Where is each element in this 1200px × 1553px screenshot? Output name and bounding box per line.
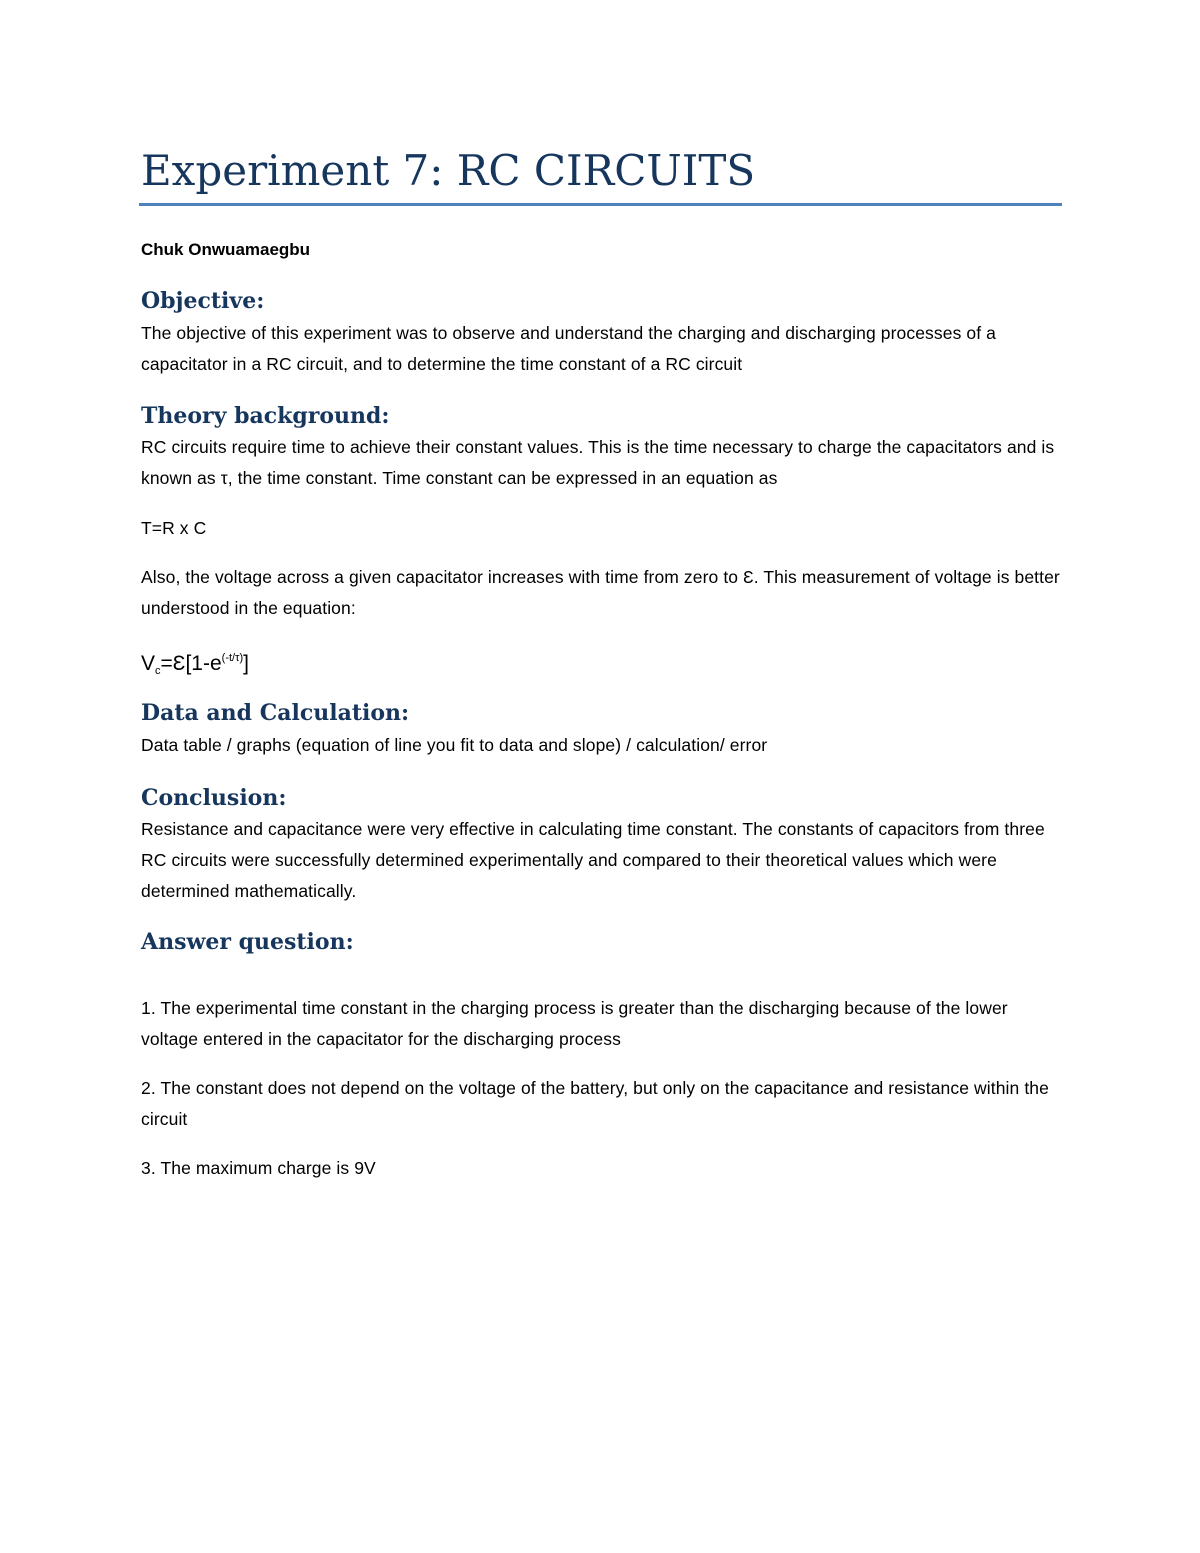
theory-text-2: Also, the voltage across a given capacitator increases with time from zero to Ɛ. This measurement of voltage is better understood in the equation: [141, 567, 1060, 618]
answer-item [141, 1073, 1066, 1135]
equation-exponent: (-t/τ) [221, 652, 244, 664]
answer-number: 2. [141, 1078, 156, 1098]
answers-heading: Answer question: [141, 929, 354, 955]
answer-number: 1. [141, 998, 156, 1018]
conclusion-text: Resistance and capacitance were very effective in calculating time constant. The constants of capacitors from three RC circuits were successfully determined experimentally and compared to their theoretical values which were determined mathematically. [141, 819, 1045, 901]
equation-rhs-end: ] [243, 652, 249, 675]
time-constant-equation: T=R x C [141, 518, 207, 538]
conclusion-heading: Conclusion: [141, 785, 287, 811]
objective-text: The objective of this experiment was to observe and understand the charging and discharging processes of a capacitator in a RC circuit, and to determine the time constant of a RC circuit [141, 323, 996, 374]
theory-text: RC circuits require time to achieve their constant values. This is the time necessary to charge the capacitators and is known as τ, the time constant. Time constant can be expressed in an equation as [141, 437, 1055, 488]
answer-item [141, 993, 1066, 1055]
voltage-subscript: c [155, 665, 161, 677]
data-text: Data table / graphs (equation of line you fit to data and slope) / calculation/ error [141, 735, 768, 755]
answer-text: The experimental time constant in the charging process is greater than the discharging because of the lower voltage entered in the capacitator for the discharging process [141, 998, 1008, 1049]
answer-number: 3. [141, 1158, 156, 1178]
objective-heading: Objective: [141, 288, 265, 314]
voltage-symbol: V [141, 652, 156, 675]
document-title: Experiment 7: RC CIRCUITS [141, 146, 756, 195]
answer-item [141, 1153, 1066, 1184]
equation-rhs-start: =Ɛ[1-e [160, 652, 222, 675]
theory-heading: Theory background: [141, 403, 390, 429]
voltage-equation [141, 643, 249, 686]
title-underline [139, 203, 1062, 206]
author-name: Chuk Onwuamaegbu [141, 240, 311, 259]
answer-text: The maximum charge is 9V [155, 1158, 376, 1178]
data-heading: Data and Calculation: [141, 700, 410, 726]
answer-text: The constant does not depend on the voltage of the battery, but only on the capacitance and resistance within the circuit [141, 1078, 1049, 1129]
